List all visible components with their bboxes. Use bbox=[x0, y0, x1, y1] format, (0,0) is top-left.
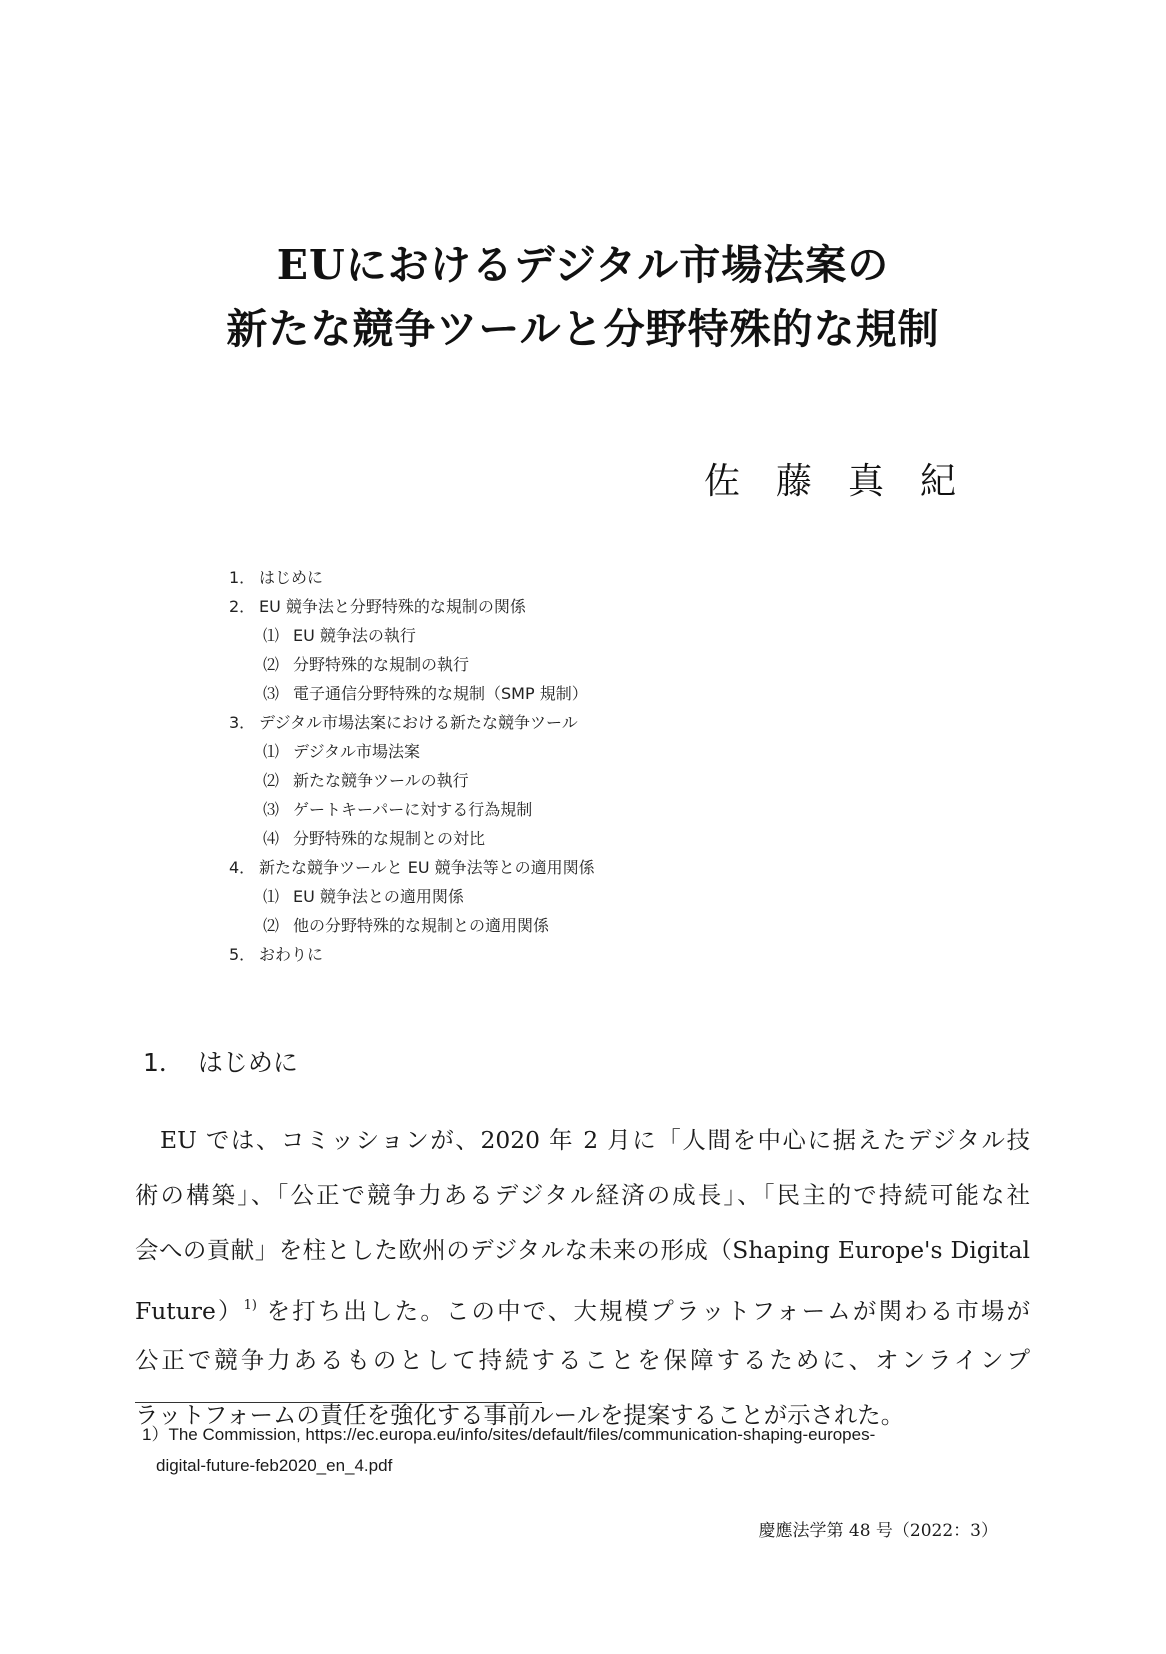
toc-label: デジタル市場法案 bbox=[293, 742, 421, 761]
footnote-line: 1）The Commission, https://ec.europa.eu/info/sites/default/files/communication-shaping-europes- bbox=[142, 1425, 876, 1444]
toc-item bbox=[229, 597, 526, 617]
section-number: 1． bbox=[143, 1048, 184, 1077]
title-line-2: 新たな競争ツールと分野特殊的な規制 bbox=[226, 305, 940, 353]
toc-number: 3． bbox=[229, 713, 256, 732]
toc-number: 4． bbox=[229, 858, 256, 877]
toc-item bbox=[263, 742, 420, 762]
toc-number: 1． bbox=[229, 568, 256, 587]
toc-number: 5． bbox=[229, 945, 256, 964]
toc-item bbox=[229, 945, 323, 965]
body-line: ラットフォームの責任を強化する事前ルールを提案することが示された。 bbox=[135, 1401, 905, 1429]
body-text-segment: を打ち出した。この中で、大規模プラットフォームが関わる市場が bbox=[266, 1297, 1030, 1325]
author-char: 紀 bbox=[919, 461, 956, 502]
toc-number: ⑵ bbox=[263, 771, 280, 790]
toc-item bbox=[229, 713, 578, 733]
toc-label: おわりに bbox=[259, 945, 324, 964]
toc-number: ⑵ bbox=[263, 655, 280, 674]
toc-item bbox=[263, 771, 469, 791]
body-line: 会への貢献」を柱とした欧州のデジタルな未来の形成（Shaping Europe's Digital bbox=[135, 1236, 1030, 1264]
toc-item bbox=[263, 684, 588, 704]
body-text-segment: Future） bbox=[135, 1297, 244, 1325]
body-line: EU では、コミッションが、2020 年 2 月に「人間を中心に据えたデジタル技 bbox=[160, 1126, 1030, 1154]
toc-number: ⑶ bbox=[263, 800, 280, 819]
toc-label: EU 競争法との適用関係 bbox=[293, 887, 464, 906]
toc-number: 2． bbox=[229, 597, 256, 616]
author-char: 藤 bbox=[775, 461, 848, 502]
toc-label: ゲートキーパーに対する行為規制 bbox=[293, 800, 533, 819]
toc-number: ⑶ bbox=[263, 684, 280, 703]
section-heading bbox=[143, 1043, 298, 1079]
body-paragraph bbox=[135, 1113, 1030, 1443]
toc-label: はじめに bbox=[259, 568, 324, 587]
toc-number: ⑴ bbox=[263, 742, 280, 761]
toc-number: ⑴ bbox=[263, 887, 280, 906]
toc-number: ⑵ bbox=[263, 916, 280, 935]
toc-label: 新たな競争ツールの執行 bbox=[293, 771, 469, 790]
toc-label: 新たな競争ツールと EU 競争法等との適用関係 bbox=[259, 858, 595, 877]
body-line: 公正で競争力あるものとして持続することを保障するために、オンラインプ bbox=[135, 1346, 1030, 1374]
toc-label: 電子通信分野特殊的な規制（SMP 規制） bbox=[293, 684, 588, 703]
footnote-reference[interactable]: 1) bbox=[243, 1298, 257, 1313]
toc-item bbox=[263, 800, 532, 820]
toc-label: デジタル市場法案における新たな競争ツール bbox=[259, 713, 578, 732]
toc-item bbox=[229, 568, 323, 588]
toc-number: ⑴ bbox=[263, 626, 280, 645]
footnote-divider bbox=[135, 1402, 542, 1403]
toc-item bbox=[263, 655, 469, 675]
footnote-line: digital-future-feb2020_en_4.pdf bbox=[156, 1456, 393, 1475]
toc-label: 他の分野特殊的な規制との適用関係 bbox=[293, 916, 550, 935]
toc-item bbox=[229, 858, 595, 878]
toc-item bbox=[263, 829, 485, 849]
toc-label: EU 競争法の執行 bbox=[293, 626, 416, 645]
toc-label: 分野特殊的な規制の執行 bbox=[293, 655, 470, 674]
body-line: 術の構築」、「公正で競争力あるデジタル経済の成長」、「民主的で持続可能な社 bbox=[135, 1181, 1030, 1209]
author-char: 真 bbox=[847, 461, 920, 502]
author-char: 佐 bbox=[703, 461, 776, 502]
toc-item bbox=[263, 887, 464, 907]
footnote bbox=[142, 1419, 1032, 1481]
journal-citation: 慶應法学第 48 号（2022：3） bbox=[758, 1521, 998, 1541]
toc-label: 分野特殊的な規制との対比 bbox=[293, 829, 486, 848]
body-line bbox=[135, 1278, 1030, 1333]
title-line-1: EUにおけるデジタル市場法案の bbox=[276, 241, 890, 289]
toc-label: EU 競争法と分野特殊的な規制の関係 bbox=[259, 597, 526, 616]
toc-item bbox=[263, 626, 416, 646]
toc-number: ⑷ bbox=[263, 829, 280, 848]
section-title: はじめに bbox=[197, 1048, 298, 1077]
author-name bbox=[704, 453, 956, 504]
toc-item bbox=[263, 916, 549, 936]
